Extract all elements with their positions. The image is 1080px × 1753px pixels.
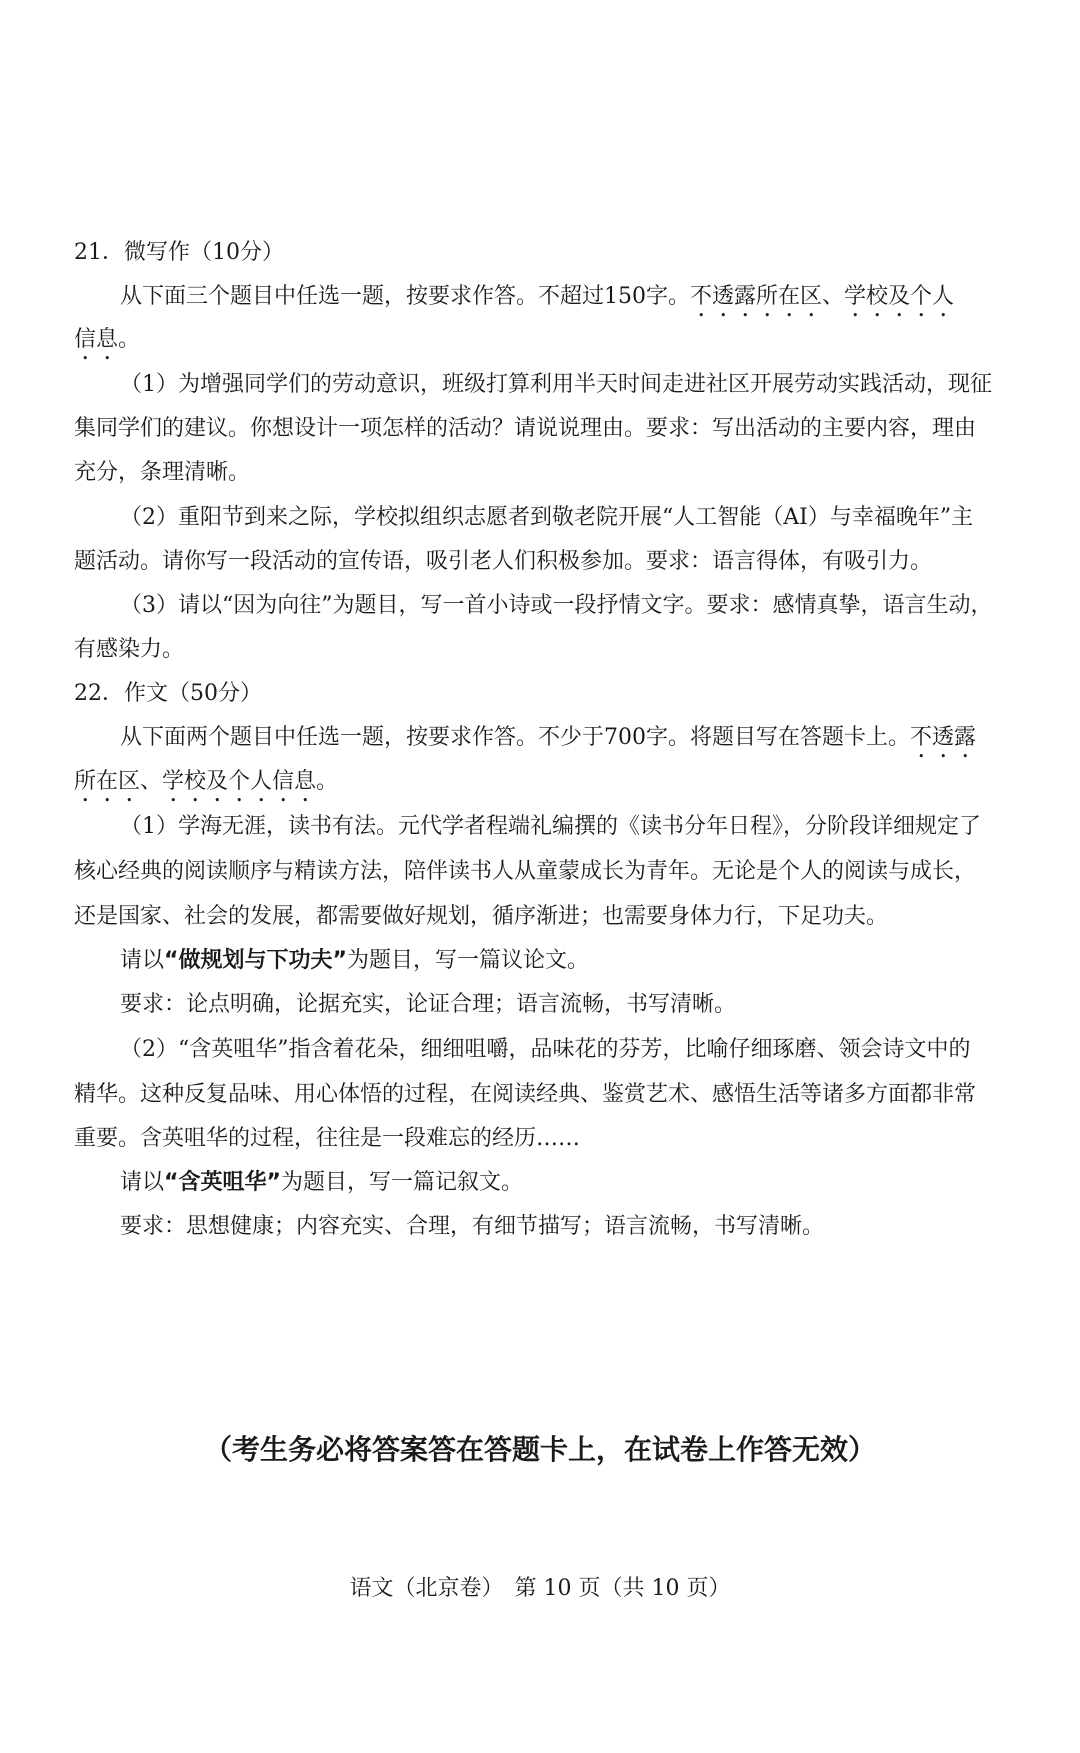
q21-option1-line: 集同学们的建议。你想设计一项怎样的活动？请说说理由。要求：写出活动的主要内容，理由 [74, 416, 977, 441]
q22-option2-line: 精华。这种反复品味、用心体悟的过程，在阅读经典、鉴赏艺术、感悟生活等诸多方面都非常 [74, 1082, 977, 1107]
emphasis-text: 所在区、学校及个人信息 [74, 769, 317, 794]
q21-option1-line: （1）为增强同学们的劳动意识，班级打算利用半天时间走进社区开展劳动实践活动，现征 [120, 372, 993, 397]
q22-option2-requirements: 要求：思想健康；内容充实、合理，有细节描写；语言流畅，书写清晰。 [120, 1214, 825, 1239]
emphasis-text: 不透露所在区、学校及个人 [690, 284, 955, 309]
q22-option1-requirements: 要求：论点明确，论据充实，论证合理；语言流畅，书写清晰。 [120, 992, 737, 1017]
q21-option3-line: 有感染力。 [74, 637, 185, 662]
q21-option2-line: （2）重阳节到来之际，学校拟组织志愿者到敬老院开展“人工智能（AI）与幸福晚年”主 [120, 505, 974, 530]
q22-option2-line: （2）“含英咀华”指含着花朵，细细咀嚼，品味花的芬芳，比喻仔细琢磨、领会诗文中的 [120, 1037, 971, 1062]
q22-option2-line: 重要。含英咀华的过程，往往是一段难忘的经历…… [74, 1126, 581, 1151]
q21-option2-line: 题活动。请你写一段活动的宣传语，吸引老人们积极参加。要求：语言得体，有吸引力。 [74, 549, 933, 574]
q22-option1-line: 核心经典的阅读顺序与精读方法，陪伴读书人从童蒙成长为青年。无论是个人的阅读与成长， [74, 859, 977, 884]
q22-option1-line: 还是国家、社会的发展，都需要做好规划，循序渐进；也需要身体力行，下足功夫。 [74, 904, 889, 929]
essay-title: “做规划与下功夫” [164, 948, 347, 973]
q22-instruction: 从下面两个题目中任选一题，按要求作答。不少于700字。将题目写在答题卡上。不透露 [120, 725, 977, 750]
q21-instruction-cont: 信息。 [74, 327, 141, 352]
q22-option2-prompt: 请以“含英咀华”为题目，写一篇记叙文。 [120, 1170, 523, 1195]
q22-option1-prompt: 请以“做规划与下功夫”为题目，写一篇议论文。 [120, 948, 589, 973]
emphasis-text: 信息 [74, 327, 119, 352]
page-footer: 语文（北京卷） 第 10 页（共 10 页） [349, 1576, 731, 1601]
q22-instruction-cont: 所在区、学校及个人信息。 [74, 769, 339, 794]
emphasis-text: 不透露 [910, 725, 977, 750]
q21-instruction: 从下面三个题目中任选一题，按要求作答。不超过150字。不透露所在区、学校及个人 [120, 284, 955, 309]
answer-sheet-notice: （考生务必将答案答在答题卡上，在试卷上作答无效） [203, 1433, 876, 1466]
q21-heading: 21．微写作（10分） [74, 240, 284, 265]
q22-option1-line: （1）学海无涯，读书有法。元代学者程端礼编撰的《读书分年日程》，分阶段详细规定了 [120, 814, 982, 839]
q22-heading: 22．作文（50分） [74, 681, 262, 706]
essay-title: “含英咀华” [164, 1170, 281, 1195]
q21-option3-line: （3）请以“因为向往”为题目，写一首小诗或一段抒情文字。要求：感情真挚，语言生动， [120, 593, 993, 618]
q21-option1-line: 充分，条理清晰。 [74, 460, 251, 485]
